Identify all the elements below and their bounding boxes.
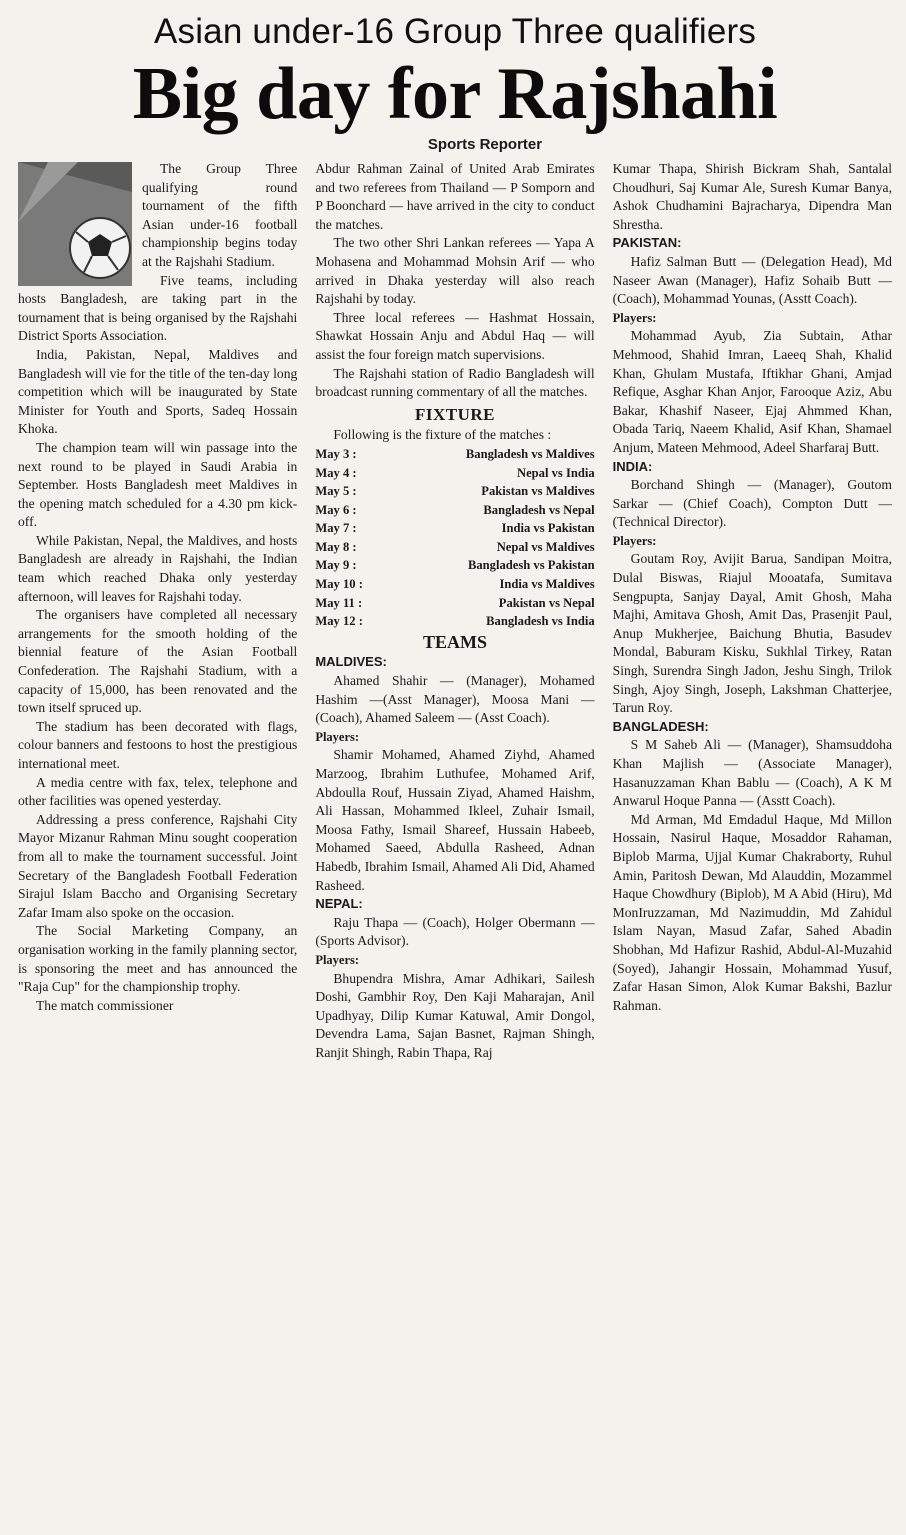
fixture-match: Bangladesh vs Nepal bbox=[483, 502, 595, 517]
team-officials: Ahamed Shahir — (Manager), Mohamed Hashim —(Asst Manager), Moosa Mani —(Coach), Ahamed Saleem — (Asst Coach). bbox=[315, 673, 595, 726]
fixture-date: May 6 : bbox=[315, 502, 357, 517]
team-players: Kumar Thapa, Shirish Bickram Shah, Santalal Choudhuri, Saj Kumar Ale, Suresh Kumar Banya, Ashok Chudhamini Bajracharya, Dipendra Man Shrestha. bbox=[612, 161, 892, 232]
fixture-list bbox=[315, 445, 594, 631]
players-label: Players: bbox=[612, 533, 657, 548]
paragraph: The stadium has been decorated with flags, colour banners and festoons to host the prestigious international meet. bbox=[18, 718, 298, 771]
team-players: Md Arman, Md Emdadul Haque, Md Millon Hossain, Nasirul Haque, Mosaddor Rahaman, Biplob Marma, Ujjal Kumar Chakraborty, Ruhul Amin, Paritosh Dewan, Md Alauddin, Mozammel Haque Chowdhury (Biplob), M A Abid (Hiru), Md MonIruzzaman, Md Nazimuddin, Md Zahidul Islam Nayan, Masud Zafar, Sahed Abadin Shobhan, Md Hafizur Rashid, Abdul-Al-Muzahid (Soyed), Jahangir Hossain, Mohammad Yusuf, Zafar Hasan Simon, Alok Kumar Bakshi, Bazlur Rahman. bbox=[612, 811, 892, 1013]
team-label-maldives: MALDIVES: bbox=[315, 654, 387, 670]
column-2 bbox=[315, 160, 594, 1063]
fixture-row bbox=[315, 482, 594, 501]
fixture-date: May 8 : bbox=[315, 539, 357, 554]
fixture-row bbox=[315, 445, 594, 464]
team-players: Bhupendra Mishra, Amar Adhikari, Sailesh Doshi, Gambhir Roy, Den Kaji Maharajan, Anil Upadhyay, Dilip Kumar Katuwal, Amir Dongol, Devendra Lama, Sajan Basnet, Rajman Shingh, Ranjit Shingh, Rabin Thapa, Raj bbox=[315, 970, 595, 1060]
fixture-date: May 9 : bbox=[315, 558, 357, 573]
fixture-match: Nepal vs Maldives bbox=[496, 539, 595, 554]
paragraph: The organisers have completed all necessary arrangements for the smooth holding of the biennial feature of the Asian Football Confederation. The Rajshahi Stadium, with a capacity of 15,000, has been renovated and the town itself spruced up. bbox=[18, 607, 298, 716]
paragraph: A media centre with fax, telex, telephone and other facilities was opened yesterday. bbox=[18, 774, 298, 809]
fixture-date: May 11 : bbox=[315, 595, 363, 610]
fixture-row bbox=[315, 594, 594, 613]
paragraph: India, Pakistan, Nepal, Maldives and Bangladesh will vie for the title of the ten-day long competition which will be inaugurated by State Minister for Youth and Sports, Sadeq Hossain Khoka. bbox=[18, 346, 298, 437]
players-label: Players: bbox=[315, 729, 360, 744]
paragraph: The Rajshahi station of Radio Bangladesh will broadcast running commentary of all the matches. bbox=[315, 365, 595, 400]
paragraph: The match commissioner bbox=[36, 997, 174, 1013]
fixture-heading: FIXTURE bbox=[414, 404, 495, 424]
fixture-row bbox=[315, 464, 594, 483]
fixture-date: May 4 : bbox=[315, 465, 357, 480]
fixture-match: India vs Pakistan bbox=[501, 521, 595, 536]
fixture-intro: Following is the fixture of the matches : bbox=[333, 427, 552, 443]
article-columns bbox=[18, 160, 892, 1063]
football-photo bbox=[18, 162, 132, 286]
team-players: Shamir Mohamed, Ahamed Ziyhd, Ahamed Marzoog, Ibrahim Luthufee, Mohamed Arif, Abdoulla Rouf, Hussain Ziyad, Ahamed Haishm, Ali Hassan, Mohammed Ikleel, Zuhair Ismail, Moosa Fathy, Ismail Shareef, Hussain Habeeb, Mohamed Saeed, Abdulla Rasheed, Adnan Habedb, Ibrahim Ismail, Ahamed Ali Did, Ahamed Rasheed. bbox=[315, 747, 595, 893]
fixture-match: Pakistan vs Maldives bbox=[481, 484, 595, 499]
fixture-match: Bangladesh vs Maldives bbox=[465, 446, 595, 461]
fixture-date: May 3 : bbox=[315, 446, 357, 461]
team-label-india: INDIA: bbox=[612, 458, 653, 474]
fixture-row bbox=[315, 556, 594, 575]
byline: Sports Reporter bbox=[427, 136, 543, 153]
column-3 bbox=[613, 160, 892, 1063]
players-label: Players: bbox=[315, 952, 360, 967]
team-officials: S M Saheb Ali — (Manager), Shamsuddoha Khan Majlish — (Associate Manager), Hasanuzzaman Khan Bablu — (Coach), A K M Anwarul Hoque Panna — (Asstt Coach). bbox=[612, 737, 892, 809]
fixture-match: Bangladesh vs Pakistan bbox=[467, 558, 595, 573]
fixture-row bbox=[315, 519, 594, 538]
paragraph: Three local referees — Hashmat Hossain, Shawkat Hossain Anju and Abdul Haq — will assist the four foreign match supervisions. bbox=[315, 309, 595, 362]
fixture-match: Nepal vs India bbox=[516, 465, 595, 480]
team-officials: Borchand Shingh — (Manager), Goutom Sarkar — (Chief Coach), Compton Dutt — (Technical Director). bbox=[612, 477, 892, 530]
fixture-row bbox=[315, 538, 594, 557]
fixture-date: May 5 : bbox=[315, 484, 357, 499]
paragraph: Abdur Rahman Zainal of United Arab Emirates and two referees from Thailand — P Somporn and P Boonchard — have arrived in the city to conduct the matches. bbox=[315, 161, 595, 232]
team-label-nepal: NEPAL: bbox=[315, 896, 363, 912]
paragraph: While Pakistan, Nepal, the Maldives, and hosts Bangladesh are already in Rajshahi, the Indian team which reached Dhaka only yesterday afternoon, will leaves for Rajshahi today. bbox=[18, 532, 298, 604]
fixture-row bbox=[315, 612, 594, 631]
kicker-headline: Asian under-16 Group Three qualifiers bbox=[153, 12, 757, 51]
fixture-match: India vs Maldives bbox=[499, 577, 595, 592]
team-label-pakistan: PAKISTAN: bbox=[612, 235, 682, 251]
paragraph: The Group Three qualifying round tournament of the fifth Asian under-16 football championship begins today at the Rajshahi Stadium. bbox=[142, 161, 298, 269]
fixture-date: May 10 : bbox=[315, 577, 363, 592]
team-officials: Raju Thapa — (Coach), Holger Obermann — (Sports Advisor). bbox=[315, 914, 595, 949]
players-label: Players: bbox=[612, 310, 657, 325]
main-headline: Big day for Rajshahi bbox=[132, 53, 778, 135]
team-officials: Hafiz Salman Butt — (Delegation Head), Md Naseer Awan (Manager), Hafiz Sohaib Butt — (Coach), Mohammad Younas, (Asstt Coach). bbox=[612, 253, 892, 307]
fixture-match: Bangladesh vs India bbox=[486, 614, 595, 629]
fixture-date: May 7 : bbox=[315, 521, 357, 536]
fixture-date: May 12 : bbox=[315, 614, 363, 629]
fixture-row bbox=[315, 575, 594, 594]
paragraph: The two other Shri Lankan referees — Yapa A Mohasena and Mohammad Mohsin Arif — who arrived in Dhaka yesterday will also reach Rajshahi by today. bbox=[315, 235, 595, 307]
fixture-match: Pakistan vs Nepal bbox=[498, 595, 595, 610]
paragraph: Addressing a press conference, Rajshahi City Mayor Mizanur Rahman Minu sought cooperation from all to make the tournament successful. Joint Secretary of the Bangladesh Football Federation Sirajul Islam Baccho and Organising Secretary Zafar Imam also spoke on the occasion. bbox=[18, 811, 298, 920]
column-1 bbox=[18, 160, 297, 1063]
fixture-row bbox=[315, 501, 594, 520]
team-players: Mohammad Ayub, Zia Subtain, Athar Mehmood, Shahid Imran, Laeeq Shah, Khalid Khan, Ghulam Mustafa, Iftikhar Ghani, Amjad Refique, Asghar Khan Anjor, Farooque Aziz, Abu Bakar, Khashif Naseer, Ejaj Ahmmed Khan, Obada Tariq, Naeem Khalid, Asif Khan, Shamael Anjum, Mateen Mehmood, Adeel Sharfaraj Butt. bbox=[612, 328, 892, 455]
paragraph: Five teams, including hosts Bangladesh, are taking part in the tournament that is being organised by the Rajshahi District Sports Association. bbox=[18, 272, 298, 344]
teams-heading: TEAMS bbox=[422, 631, 487, 652]
team-label-bangladesh: BANGLADESH: bbox=[612, 718, 709, 734]
team-players: Goutam Roy, Avijit Barua, Sandipan Moitra, Dulal Biswas, Riajul Mooatafa, Sumitava Sengpupta, Sanjay Dayal, Amit Ghosh, Maha Majhi, Amitava Ghosh, Amit Das, Prasenjit Paul, Anup Mukherjee, Baichung Bhutia, Basudev Mondal, Baburam Kisku, Sukhlal Tirkey, Ratan Singh, Surendra Singh Jadon, Jeshu Singh, Trilok Singh, Ajoy Singh, Joseph, Lakshman Chatterjee, Tarun Roy. bbox=[612, 551, 892, 716]
paragraph: The Social Marketing Company, an organisation working in the family planning sector, is sponsoring the meet and has announced the "Raja Cup" for the championship trophy. bbox=[18, 923, 298, 995]
paragraph: The champion team will win passage into the next round to be played in Saudi Arabia in September. Hosts Bangladesh meet Maldives in the opening match scheduled for a 4.30 pm kick-off. bbox=[18, 439, 298, 530]
